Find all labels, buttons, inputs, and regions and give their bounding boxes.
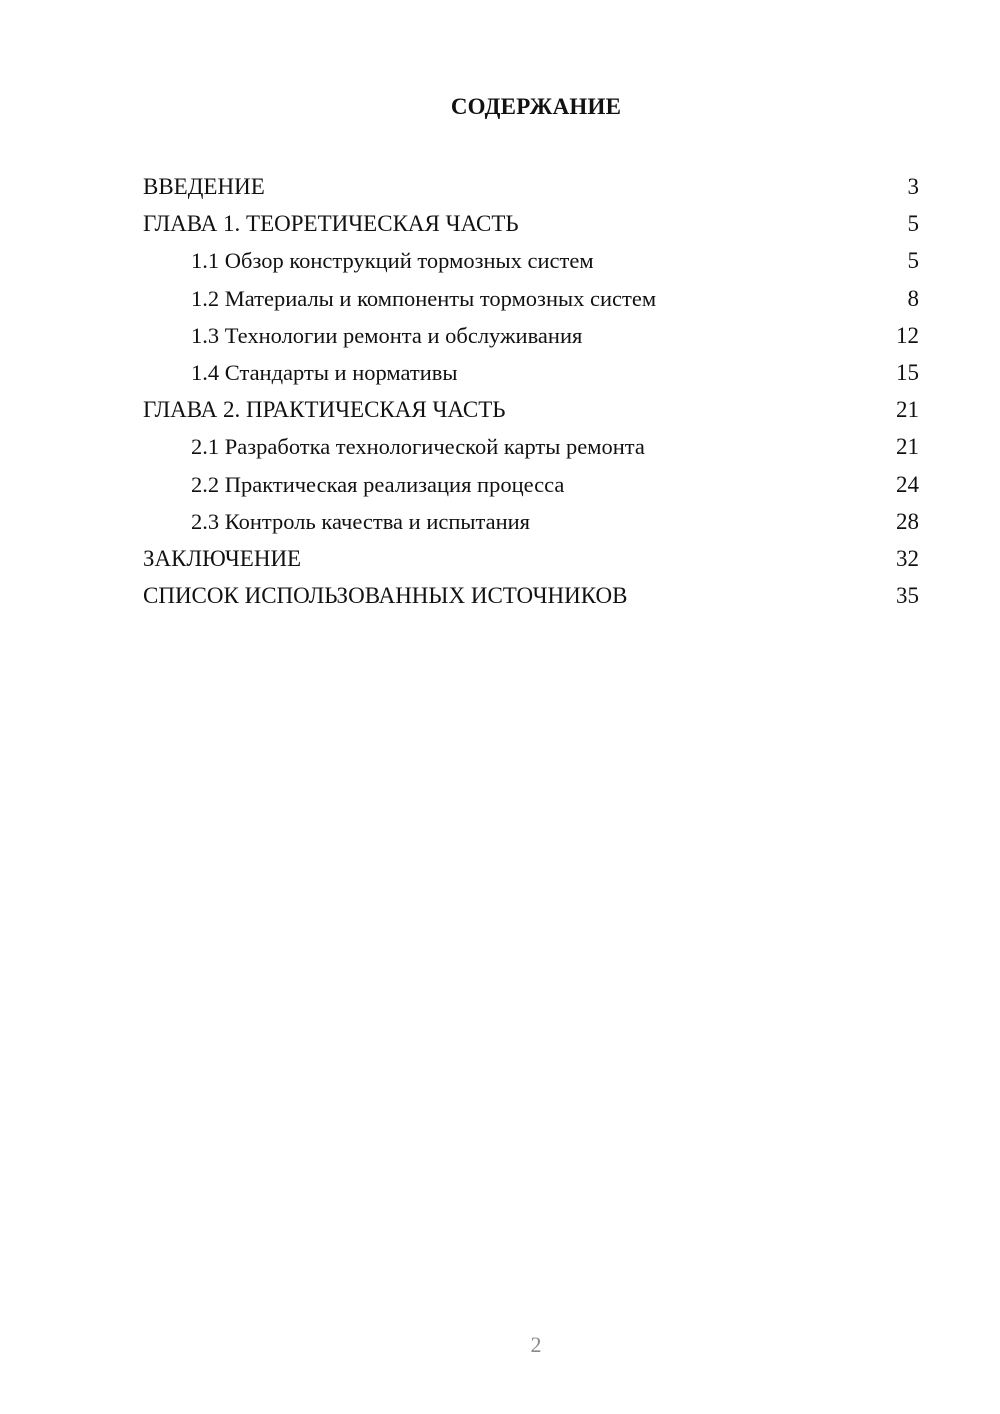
toc-entry-references[interactable] bbox=[143, 577, 919, 614]
toc-entry-text: ВВЕДЕНИЕ bbox=[143, 174, 265, 200]
toc-entry-page: 32 bbox=[896, 545, 919, 571]
toc-entry-page: 24 bbox=[896, 471, 919, 497]
toc-entry-section-2-2[interactable] bbox=[143, 466, 919, 503]
toc-entry-page: 8 bbox=[907, 285, 919, 311]
toc-entry-text: 1.4 Стандарты и нормативы bbox=[191, 360, 458, 386]
toc-entry-text: 1.2 Материалы и компоненты тормозных систем bbox=[191, 285, 657, 311]
toc-entry-page: 21 bbox=[896, 434, 919, 460]
page-title: СОДЕРЖАНИЕ bbox=[450, 94, 622, 119]
table-of-contents bbox=[143, 168, 919, 614]
toc-entry-page: 3 bbox=[907, 174, 919, 200]
toc-entry-chapter-1[interactable] bbox=[143, 205, 919, 242]
toc-entry-page: 12 bbox=[896, 322, 919, 348]
toc-entry-page: 5 bbox=[907, 248, 919, 274]
toc-entry-section-1-2[interactable] bbox=[143, 280, 919, 317]
toc-entry-introduction[interactable] bbox=[143, 168, 919, 205]
toc-entry-page: 15 bbox=[896, 360, 919, 386]
toc-entry-section-1-1[interactable] bbox=[143, 242, 919, 279]
toc-entry-text: 2.2 Практическая реализация процесса bbox=[191, 471, 565, 497]
toc-entry-page: 28 bbox=[896, 508, 919, 534]
toc-entry-section-1-3[interactable] bbox=[143, 317, 919, 354]
toc-entry-chapter-2[interactable] bbox=[143, 391, 919, 428]
toc-entry-section-1-4[interactable] bbox=[143, 354, 919, 391]
toc-entry-text: 1.1 Обзор конструкций тормозных систем bbox=[191, 248, 594, 274]
toc-entry-text: 1.3 Технологии ремонта и обслуживания bbox=[191, 322, 583, 348]
toc-entry-section-2-1[interactable] bbox=[143, 428, 919, 465]
toc-entry-text: 2.3 Контроль качества и испытания bbox=[191, 508, 531, 534]
toc-entry-conclusion[interactable] bbox=[143, 540, 919, 577]
toc-entry-text: ГЛАВА 2. ПРАКТИЧЕСКАЯ ЧАСТЬ bbox=[143, 397, 506, 423]
toc-entry-text: ГЛАВА 1. ТЕОРЕТИЧЕСКАЯ ЧАСТЬ bbox=[143, 211, 519, 237]
toc-entry-page: 5 bbox=[907, 211, 919, 237]
toc-entry-text: 2.1 Разработка технологической карты ремонта bbox=[191, 434, 645, 460]
toc-entry-page: 21 bbox=[896, 397, 919, 423]
page-number: 2 bbox=[530, 1332, 542, 1357]
toc-entry-text: ЗАКЛЮЧЕНИЕ bbox=[143, 545, 302, 571]
toc-entry-section-2-3[interactable] bbox=[143, 503, 919, 540]
toc-entry-text: СПИСОК ИСПОЛЬЗОВАННЫХ ИСТОЧНИКОВ bbox=[143, 583, 628, 609]
toc-entry-page: 35 bbox=[896, 583, 919, 609]
